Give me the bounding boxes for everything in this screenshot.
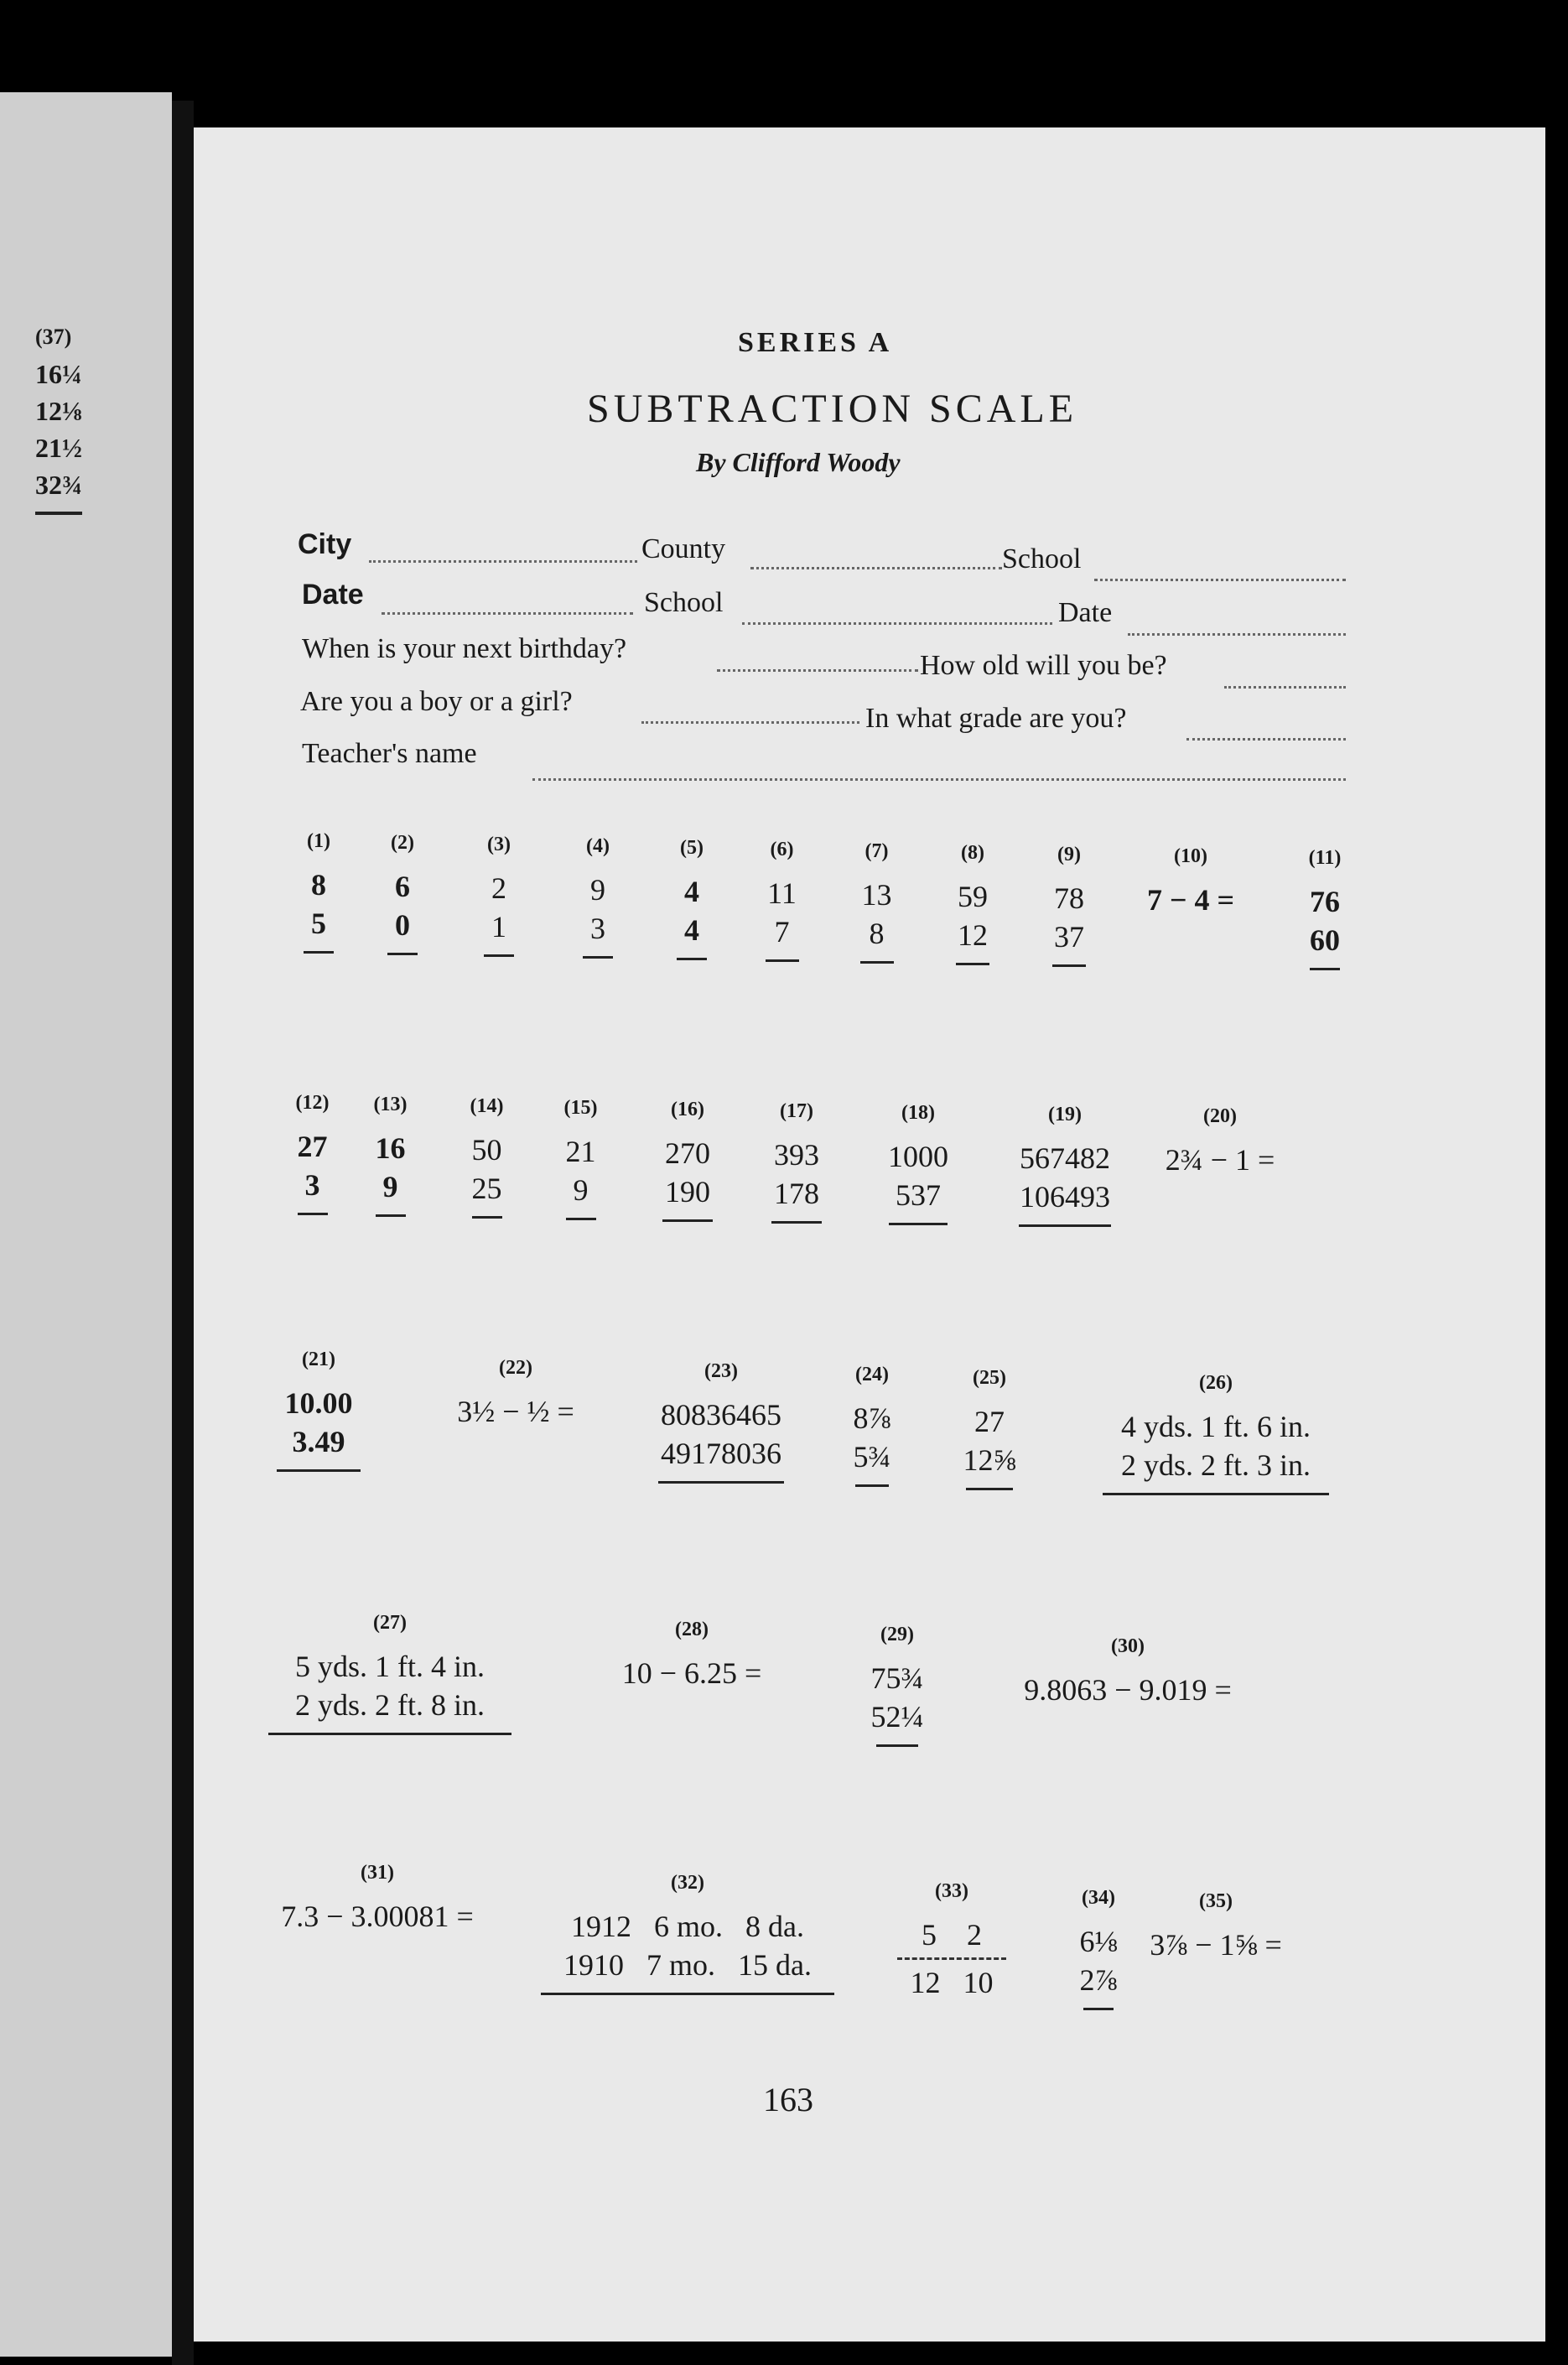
problem-7: (7) 13 8 [845,832,908,964]
problem-30: (30) 9.8063 − 9.019 = [1024,1635,1232,1707]
problem-23: (23) 80836465 49178036 [654,1352,788,1484]
problem-32: (32) 1912 6 mo. 8 da. 1910 7 mo. 15 da. [537,1863,839,1995]
birthday-field[interactable] [717,669,918,672]
birthday-label: When is your next birthday? [302,633,627,664]
problem-13: (13) 16 9 [359,1085,422,1217]
problem-number: (37) [35,325,72,349]
school-field[interactable] [1094,579,1346,581]
value: 12⅛ [35,396,82,426]
school-label-2: School [644,587,724,618]
date-label: Date [302,579,364,611]
problem-10: (10) 7 − 4 = [1146,845,1235,917]
date-field-2[interactable] [1128,633,1346,636]
problem-14: (14) 50 25 [455,1087,518,1219]
page-number: 163 [763,2081,813,2118]
problem-20: (20) 2¾ − 1 = [1165,1105,1275,1177]
problem-9: (9) 78 37 [1036,835,1103,967]
sex-field[interactable] [641,721,859,724]
page-title: SUBTRACTION SCALE [587,387,1078,431]
answer-line [35,512,82,515]
problem-35: (35) 3⅞ − 1⅝ = [1150,1890,1282,1962]
county-field[interactable] [750,567,1002,569]
sex-label: Are you a boy or a girl? [300,686,573,717]
problem-16: (16) 270 190 [646,1090,729,1222]
series-heading: SERIES A [738,327,893,358]
problem-21: (21) 10.00 3.49 [273,1340,365,1472]
city-label: City [298,528,352,560]
city-field[interactable] [369,560,637,563]
problem-33: (33) 5 2 12 10 [885,1872,1019,2002]
value: 32¾ [35,470,82,500]
problem-17: (17) 393 178 [755,1092,839,1224]
problem-19: (19) 567482 106493 [1002,1095,1128,1227]
problem-3: (3) 2 1 [470,825,528,957]
value: 16¼ [35,359,82,389]
problem-25: (25) 27 12⅝ [956,1359,1023,1490]
problem-15: (15) 21 9 [549,1089,612,1220]
facing-page [0,92,172,2357]
problem-27: (27) 5 yds. 1 ft. 4 in. 2 yds. 2 ft. 8 in. [264,1604,516,1735]
grade-label: In what grade are you? [865,703,1127,734]
school-field-2[interactable] [742,622,1052,625]
county-label: County [641,533,726,564]
page-gutter [172,101,194,2365]
facing-page-problem-37 [35,319,82,515]
problem-26: (26) 4 yds. 1 ft. 6 in. 2 yds. 2 ft. 3 in. [1094,1364,1337,1495]
date-field[interactable] [382,612,633,615]
value: 21½ [35,433,82,463]
problem-4: (4) 9 3 [569,827,627,959]
problem-11: (11) 76 60 [1291,839,1358,970]
teacher-label: Teacher's name [302,738,477,769]
age-field[interactable] [1224,686,1346,689]
problem-6: (6) 11 7 [750,830,813,962]
teacher-field[interactable] [532,778,1346,781]
date-label-2: Date [1058,597,1113,628]
problem-24: (24) 8⅞ 5¾ [843,1355,901,1487]
problem-12: (12) 27 3 [281,1084,344,1215]
problem-2: (2) 6 0 [373,824,432,955]
problem-18: (18) 1000 537 [872,1094,964,1225]
problem-8: (8) 59 12 [939,834,1006,965]
age-label: How old will you be? [920,650,1167,681]
problem-28: (28) 10 − 6.25 = [621,1619,762,1690]
problem-5: (5) 4 4 [662,829,721,960]
author-line: By Clifford Woody [696,447,901,477]
problem-22: (22) 3½ − ½ = [457,1357,574,1428]
problem-34: (34) 6⅛ 2⅞ [1065,1879,1132,2010]
problem-31: (31) 7.3 − 3.00081 = [281,1862,474,1933]
problem-29: (29) 75¾ 52¼ [864,1615,931,1747]
grade-field[interactable] [1186,738,1346,741]
problem-1: (1) 8 5 [289,822,348,954]
school-label: School [1002,543,1082,574]
